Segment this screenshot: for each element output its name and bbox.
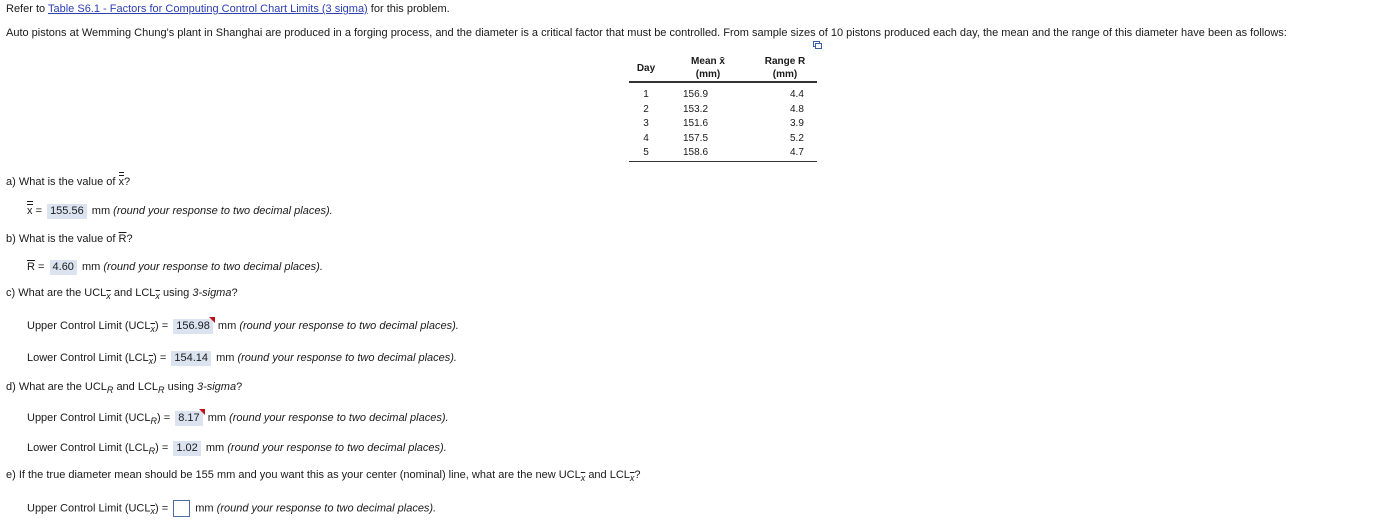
copy-data-icon[interactable] (813, 41, 822, 49)
header-range-label: Range R (764, 56, 806, 67)
question-e: e) If the true diameter mean should be 155 mm and you want this as your center (nominal) line, what are the new $UCL_{\overline{x}}$ and $LCL_{\overline{x}}$? (6, 469, 641, 483)
table-row (629, 132, 817, 147)
table-row (629, 103, 817, 118)
cell-mean: 158.6 (683, 147, 709, 159)
cell-day: 4 (643, 132, 649, 144)
answer-d-lcl-row: Lower Control Limit $(LCL_R) = 1.02$ mm (round your response to two decimal places). (27, 442, 447, 456)
header-mean-unit: (mm) (695, 69, 721, 80)
r-bar-symbol: $\overline{R}$ (118, 233, 127, 245)
cell-range: 3.9 (790, 118, 804, 130)
cell-day: 3 (643, 118, 649, 130)
intro-suffix: for this problem. (370, 3, 450, 15)
cell-mean: 153.2 (683, 103, 709, 115)
answer-c-lcl-value[interactable]: 154.14 (171, 351, 211, 366)
answer-a-row: x = 155.56 mm (round your response to two decimal places). (27, 204, 333, 219)
answer-d-ucl-value[interactable]: 8.17 (175, 411, 202, 426)
answer-c-ucl-row: Upper Control Limit $(UCL_{\overline{x}}) = 156.98$ mm (round your response to two decimal places). (27, 320, 459, 334)
r-bar-label: $\overline{R}$ (27, 261, 35, 273)
cell-range: 5.2 (790, 132, 804, 144)
answer-e-ucl-row: Upper Control Limit $(UCL_{\overline{x}})$ = mm (round your response to two decimal places). (27, 500, 436, 517)
question-c: c) What are the $UCL_{\overline{x}}$ and $LCL_{\overline{x}}$ using 3-sigma? (6, 287, 238, 301)
question-b: b) What is the value of $\overline{R}$? (6, 233, 133, 245)
intro-prefix: Refer to (6, 3, 46, 15)
answer-d-lcl-value[interactable]: 1.02 (173, 441, 200, 456)
header-day: Day (636, 62, 656, 74)
table-s61-link[interactable]: Table S6.1 - Factors for Computing Control Chart Limits (3 sigma) (48, 3, 368, 15)
x-double-bar-label: x (27, 205, 33, 217)
x-double-bar-symbol: x (119, 176, 125, 188)
table-row (629, 88, 817, 103)
cell-range: 4.7 (790, 147, 804, 159)
cell-day: 1 (643, 89, 649, 100)
answer-e-ucl-input[interactable] (173, 500, 190, 517)
answer-d-ucl-row: Upper Control Limit $(UCL_R) = 8.17$ mm (round your response to two decimal places). (27, 412, 449, 426)
table-row (629, 146, 817, 161)
answer-c-ucl-value[interactable]: 156.98 (173, 319, 213, 334)
cell-range: 4.4 (790, 89, 804, 100)
header-range-unit: (mm) (772, 69, 798, 80)
cell-range: 4.8 (790, 103, 804, 115)
question-d: d) What are the $UCL_R$ and $LCL_R$ using 3-sigma? (6, 381, 243, 395)
table-header-row (629, 55, 817, 82)
table-row (629, 117, 817, 132)
problem-text: Auto pistons at Wemming Chung's plant in Shanghai are produced in a forging process, and the diameter is a critical factor that must be controlled. From sample sizes of 10 pistons produced each day, the mean and the range of this diameter have been as follows: (6, 27, 1287, 39)
cell-mean: 156.9 (683, 89, 709, 100)
cell-day: 5 (643, 147, 649, 159)
answer-b-row: $\overline{R} = 4.60$ mm (round your response to two decimal places). (27, 261, 323, 273)
answer-a-value[interactable]: 155.56 (47, 204, 87, 219)
piston-data-table (629, 55, 817, 162)
header-mean (663, 55, 753, 82)
header-mean-label: Mean x̄ (691, 56, 725, 67)
cell-day: 2 (643, 103, 649, 115)
question-a: a) What is the value of x? (6, 176, 130, 188)
cell-mean: 151.6 (683, 118, 709, 130)
answer-b-value[interactable]: 4.60 (50, 260, 77, 275)
cell-mean: 157.5 (683, 132, 709, 144)
answer-c-lcl-row: Lower Control Limit $(LCL_{\overline{x}}) = 154.14$ mm (round your response to two decimal places). (27, 352, 457, 366)
intro-line (6, 3, 450, 15)
header-range (753, 55, 817, 82)
